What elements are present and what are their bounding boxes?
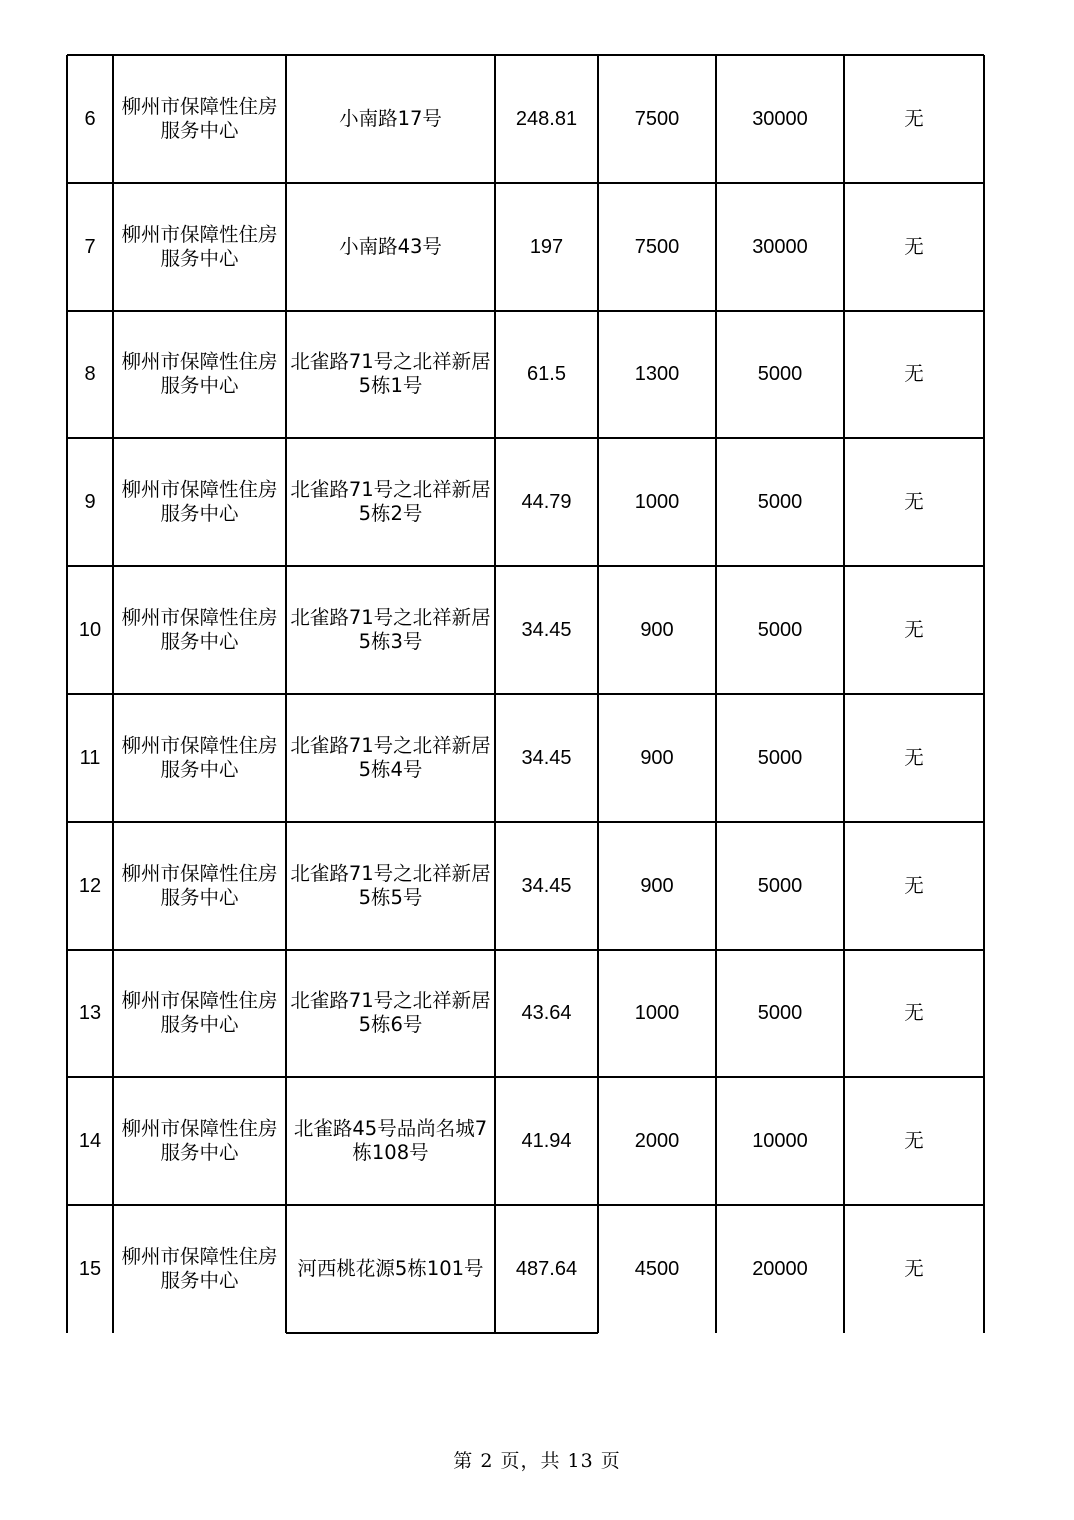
cell-rent: 7500 bbox=[634, 107, 680, 130]
cell-no: 8 bbox=[84, 363, 96, 386]
cell-address: 小南路43号 bbox=[339, 234, 442, 258]
cell-area: 34.45 bbox=[521, 619, 572, 642]
cell-deposit: 30000 bbox=[752, 235, 808, 258]
cell-address: 北雀路71号之北祥新居5栋5号 bbox=[290, 861, 491, 909]
cell-area: 41.94 bbox=[521, 1130, 572, 1153]
cell-unit: 柳州市保障性住房服务中心 bbox=[121, 94, 278, 142]
cell-no: 15 bbox=[78, 1258, 102, 1281]
cell-rent: 900 bbox=[640, 619, 674, 642]
cell-deposit: 20000 bbox=[752, 1258, 808, 1281]
cell-unit: 柳州市保障性住房服务中心 bbox=[121, 1117, 278, 1165]
cell-deposit: 5000 bbox=[757, 874, 803, 897]
cell-deposit: 5000 bbox=[757, 746, 803, 769]
cell-deposit: 5000 bbox=[757, 491, 803, 514]
cell-note: 无 bbox=[904, 873, 924, 897]
cell-deposit: 10000 bbox=[752, 1130, 808, 1153]
cell-address: 河西桃花源5栋101号 bbox=[297, 1257, 484, 1281]
cell-address: 北雀路71号之北祥新居5栋6号 bbox=[290, 989, 491, 1037]
cell-no: 10 bbox=[78, 619, 102, 642]
cell-note: 无 bbox=[904, 1129, 924, 1153]
cell-note: 无 bbox=[904, 618, 924, 642]
cell-rent: 900 bbox=[640, 874, 674, 897]
cell-no: 12 bbox=[78, 874, 102, 897]
cell-area: 248.81 bbox=[515, 107, 578, 130]
cell-note: 无 bbox=[904, 490, 924, 514]
cell-deposit: 5000 bbox=[757, 619, 803, 642]
cell-no: 9 bbox=[84, 491, 96, 514]
cell-area: 34.45 bbox=[521, 874, 572, 897]
cell-no: 11 bbox=[79, 746, 101, 769]
cell-no: 13 bbox=[78, 1002, 102, 1025]
cell-deposit: 5000 bbox=[757, 1002, 803, 1025]
cell-unit: 柳州市保障性住房服务中心 bbox=[121, 861, 278, 909]
cell-rent: 900 bbox=[640, 746, 674, 769]
cell-address: 小南路17号 bbox=[339, 106, 442, 130]
cell-unit: 柳州市保障性住房服务中心 bbox=[121, 350, 278, 398]
cell-unit: 柳州市保障性住房服务中心 bbox=[121, 478, 278, 526]
cell-note: 无 bbox=[904, 1001, 924, 1025]
cell-address: 北雀路71号之北祥新居5栋1号 bbox=[290, 350, 491, 398]
cell-area: 197 bbox=[529, 235, 564, 258]
cell-rent: 7500 bbox=[634, 235, 680, 258]
cell-address: 北雀路71号之北祥新居5栋4号 bbox=[290, 733, 491, 781]
cell-area: 61.5 bbox=[527, 363, 566, 386]
cell-unit: 柳州市保障性住房服务中心 bbox=[121, 606, 278, 654]
cell-area: 487.64 bbox=[515, 1258, 578, 1281]
cell-rent: 1300 bbox=[634, 363, 680, 386]
cell-deposit: 30000 bbox=[752, 107, 808, 130]
cell-area: 44.79 bbox=[521, 491, 572, 514]
cell-address: 北雀路45号品尚名城7栋108号 bbox=[293, 1117, 488, 1165]
cell-no: 7 bbox=[84, 235, 96, 258]
cell-unit: 柳州市保障性住房服务中心 bbox=[121, 222, 278, 270]
cell-note: 无 bbox=[904, 106, 924, 130]
cell-note: 无 bbox=[904, 745, 924, 769]
cell-rent: 1000 bbox=[634, 1002, 680, 1025]
cell-rent: 4500 bbox=[634, 1258, 680, 1281]
cell-unit: 柳州市保障性住房服务中心 bbox=[121, 1245, 278, 1293]
cell-rent: 1000 bbox=[634, 491, 680, 514]
cell-area: 34.45 bbox=[521, 746, 572, 769]
cell-unit: 柳州市保障性住房服务中心 bbox=[121, 733, 278, 781]
cell-address: 北雀路71号之北祥新居5栋2号 bbox=[290, 478, 491, 526]
cell-no: 6 bbox=[84, 107, 96, 130]
cell-area: 43.64 bbox=[521, 1002, 572, 1025]
cell-unit: 柳州市保障性住房服务中心 bbox=[121, 989, 278, 1037]
cell-note: 无 bbox=[904, 1257, 924, 1281]
cell-note: 无 bbox=[904, 362, 924, 386]
cell-no: 14 bbox=[78, 1130, 102, 1153]
cell-deposit: 5000 bbox=[757, 363, 803, 386]
cell-address: 北雀路71号之北祥新居5栋3号 bbox=[290, 606, 491, 654]
page-footer: 第 2 页，共 13 页 bbox=[453, 1450, 621, 1472]
cell-rent: 2000 bbox=[634, 1130, 680, 1153]
cell-note: 无 bbox=[904, 234, 924, 258]
